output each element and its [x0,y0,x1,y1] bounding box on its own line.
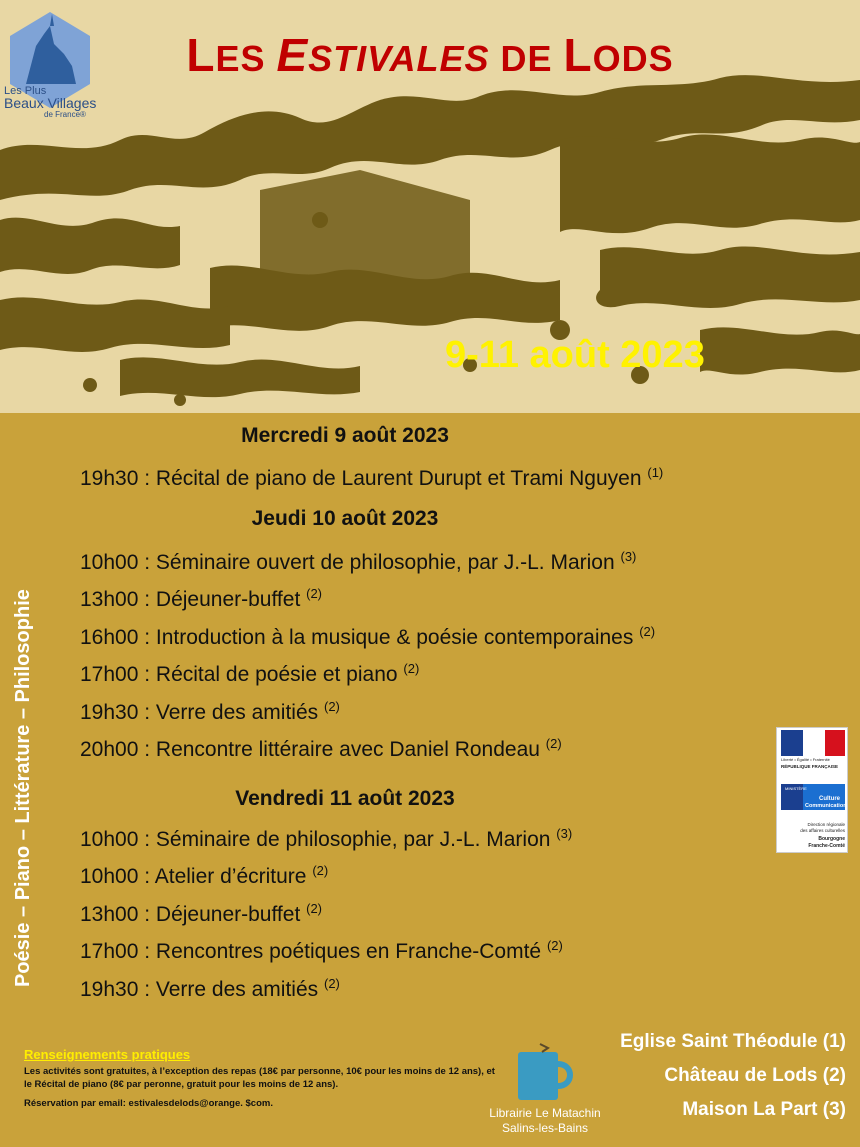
program [80,418,780,1002]
title-lods-rest: ODS [592,38,674,79]
program-item [80,890,780,928]
item-note: (2) [545,736,562,751]
title-de: DE [489,38,564,79]
item-text: 17h00 : Rencontres poétiques en Franche-Comté [80,940,547,963]
practical-info-reservation: Réservation par email: estivalesdelods@orange. $com. [24,1098,273,1109]
practical-info-prices: Les activités sont gratuites, à l’exception des repas (18€ par personne, 10€ pour les moins de 12 ans), et le Récital de piano (8€ par peronne, gratuit pour les moins de 12 ans). [24,1066,495,1090]
page-title [0,28,860,82]
item-note: (2) [306,586,322,601]
item-note: (1) [647,465,664,480]
item-note: (2) [323,698,340,714]
item-note: (2) [639,623,656,639]
title-les-rest: ES [215,38,277,79]
day-heading: Mercredi 9 août 2023 [241,424,449,447]
librairie-place: Salins-les-Bains [501,1121,589,1135]
program-item [80,725,780,763]
practical-info [24,1047,504,1110]
librairie-label [470,1106,620,1136]
item-text: 17h00 : Récital de poésie et piano [80,663,404,686]
event-dates: 9-11 août 2023 [445,334,705,376]
logo-text [4,85,104,121]
item-text: 10h00 : Atelier d’écriture [80,865,313,888]
theme-vertical-text: Poésie – Piano – Littérature – Philosophie [12,589,34,987]
librairie-mug-icon [512,1042,576,1104]
item-text: 10h00 : Séminaire de philosophie, par J.-L. Marion [80,827,557,851]
logo-line-1: Les Plus [4,85,47,97]
item-text: 10h00 : Séminaire ouvert de philosophie, par J.-L. Marion [80,550,621,574]
ministry-culture: Culture [819,796,840,802]
item-note: (3) [620,548,637,564]
item-note: (2) [403,661,420,676]
item-text: 16h00 : Introduction à la musique & poésie contemporaines [80,625,640,649]
item-note: (2) [306,900,322,916]
venue-item: Maison La Part (3) [682,1099,846,1120]
librairie-name: Librairie Le Matachin [489,1106,601,1120]
item-note: (2) [546,938,563,953]
program-item [80,613,780,651]
item-text: 20h00 : Rencontre littéraire avec Daniel Rondeau [80,738,546,761]
ministry-drac-1: Direction régionale [807,822,845,827]
day-heading: Vendredi 11 août 2023 [235,786,455,810]
program-item [80,688,780,726]
item-text: 13h00 : Déjeuner-buffet [80,588,307,611]
venue-item: Eglise Saint Théodule (1) [620,1031,846,1052]
ministry-region-2: Franche-Comté [808,843,845,849]
venue-item: Château de Lods (2) [664,1065,846,1086]
program-item [80,852,780,890]
ministry-drac-2: des affaires culturelles [800,828,845,833]
ministry-culture-logo [776,727,848,853]
hero-illustration [0,0,860,413]
program-item [80,815,780,853]
program-item [80,454,780,492]
item-note: (3) [556,825,573,841]
ministry-region-1: Bourgogne [818,836,845,842]
practical-info-heading: Renseignements pratiques [24,1047,191,1062]
item-text: 19h30 : Verre des amitiés [80,700,324,724]
item-note: (2) [323,975,340,991]
title-lods-initial: L [563,29,593,81]
ministry-communication: Communication [805,803,847,809]
item-note: (2) [312,863,329,878]
title-estivales-initial: E [276,29,309,81]
ministry-logo-icon [777,728,849,854]
item-text: 19h30 : Verre des amitiés [80,977,324,1001]
item-text: 13h00 : Déjeuner-buffet [80,902,307,926]
program-item [80,575,780,613]
ministry-motto: Liberté • Égalité • Fraternité [781,757,830,762]
program-item [80,927,780,965]
ministry-republic: RÉPUBLIQUE FRANÇAISE [781,764,839,769]
logo-line-2: Beaux Villages [4,95,97,111]
program-item [80,650,780,688]
title-estivales-rest: STIVALES [308,38,490,79]
venues-list [620,1028,846,1130]
ministry-label: MINISTÈRE [785,786,807,791]
day-heading: Jeudi 10 août 2023 [251,506,439,530]
program-item [80,965,780,1003]
item-text: 19h30 : Récital de piano de Laurent Durupt et Trami Nguyen [80,467,648,490]
program-item [80,538,780,576]
title-les-initial: L [186,29,216,81]
logo-line-3: de France® [44,110,86,119]
